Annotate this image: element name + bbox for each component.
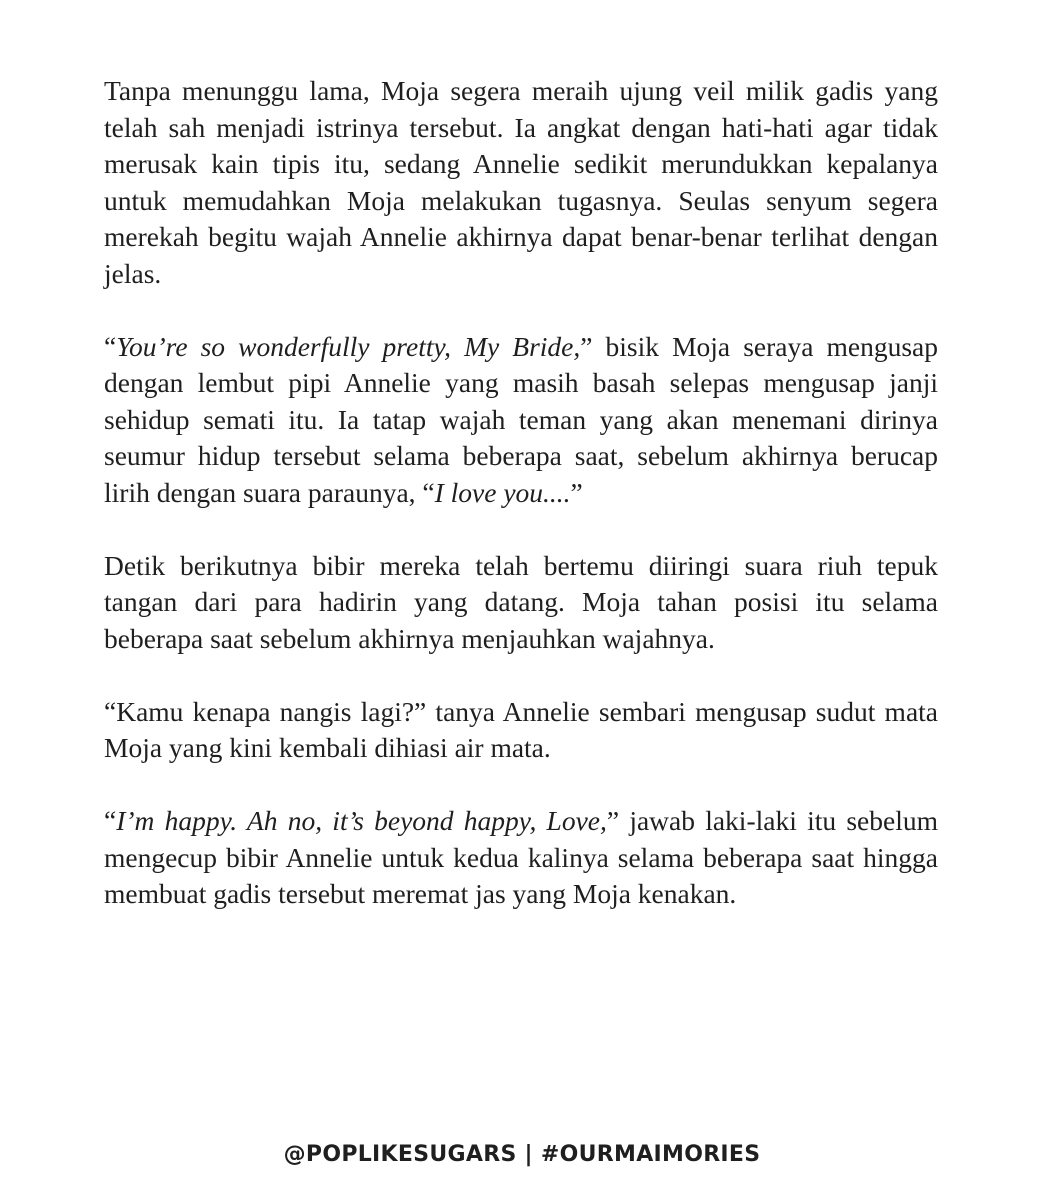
- author-credit: @POPLIKESUGARS | #OURMAIMORIES: [283, 1142, 761, 1167]
- paragraph-my-bride: [104, 329, 938, 512]
- narration-text: ” bisik Moja seraya mengusap dengan lembut pipi Annelie yang masih basah selepas mengusap janji sehidup semati itu. Ia tatap wajah teman yang akan menemani dirinya seumur hidup tersebut selama beberapa saat, sebelum akhirnya berucap lirih dengan suara paraunya, “: [104, 330, 938, 508]
- paragraph-veil: Tanpa menunggu lama, Moja segera meraih ujung veil milik gadis yang telah sah menjadi istrinya tersebut. Ia angkat dengan hati-hati agar tidak merusak kain tipis itu, sedang Annelie sedikit merundukkan kepalanya untuk memudahkan Moja melakukan tugasnya. Seulas senyum segera merekah begitu wajah Annelie akhirnya dapat benar-benar terlihat dengan jelas.: [104, 75, 938, 289]
- dialogue-italic: I love you....: [434, 476, 571, 508]
- paragraph-kiss: Detik berikutnya bibir mereka telah bertemu diiringi suara riuh tepuk tangan dari para hadirin yang datang. Moja tahan posisi itu selama beberapa saat sebelum akhirnya menjauhkan wajahnya.: [104, 549, 938, 654]
- paragraph-question: “Kamu kenapa nangis lagi?” tanya Annelie sembari mengusap sudut mata Moja yang kini kembali dihiasi air mata.: [104, 695, 938, 763]
- quote-mark: “: [104, 805, 117, 836]
- paragraph-happy: [104, 803, 938, 913]
- story-body: [104, 73, 938, 949]
- narration-text: ” jawab laki-laki itu sebelum mengecup bibir Annelie untuk kedua kalinya selama beberapa saat hingga membuat gadis tersebut meremat jas yang Moja kenakan.: [104, 805, 938, 909]
- dialogue-italic: You’re so wonderfully pretty, My Bride,: [116, 330, 581, 362]
- quote-mark: “: [104, 330, 117, 362]
- dialogue-italic: I’m happy. Ah no, it’s beyond happy, Love,: [116, 805, 607, 836]
- quote-mark: ”: [570, 476, 583, 508]
